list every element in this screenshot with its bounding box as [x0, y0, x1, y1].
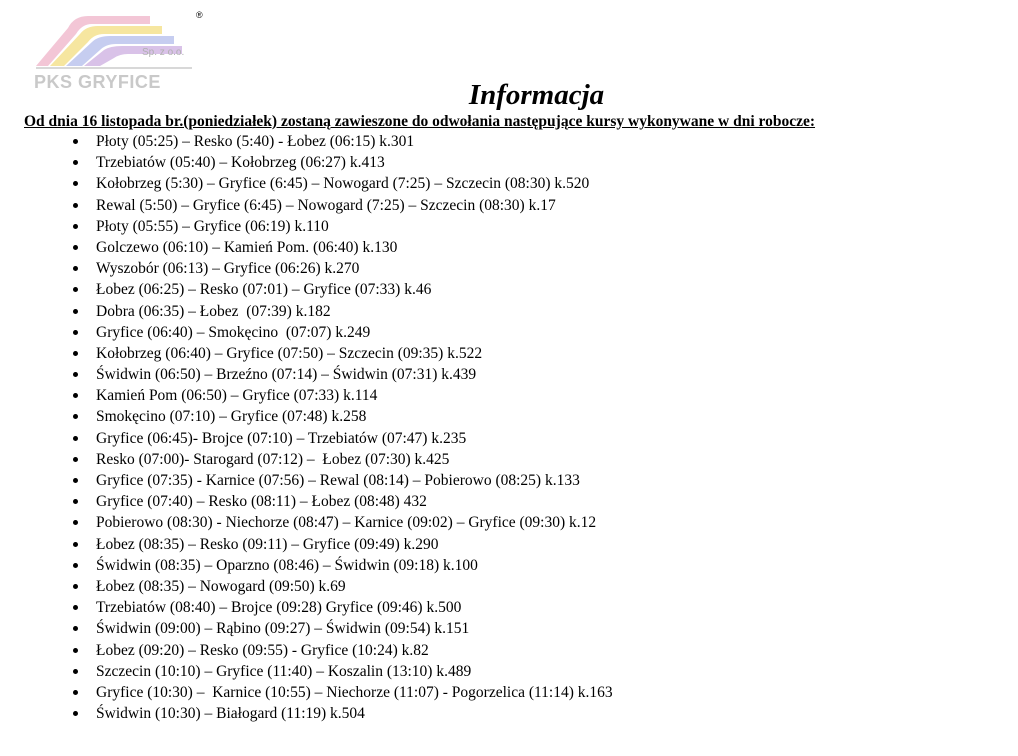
route-item: Łobez (08:35) – Resko (09:11) – Gryfice (09:49) k.290 — [0, 534, 613, 555]
announcement-intro: Od dnia 16 listopada br.(poniedziałek) zostaną zawieszone do odwołania następujące kursy wykonywane w dni robocze: — [24, 113, 816, 130]
route-item: Gryfice (07:35) - Karnice (07:56) – Rewal (08:14) – Pobierowo (08:25) k.133 — [0, 470, 613, 491]
route-item: Resko (07:00)- Starogard (07:12) – Łobez (07:30) k.425 — [0, 449, 613, 470]
logo-company-name: PKS GRYFICE — [34, 72, 161, 92]
route-item: Dobra (06:35) – Łobez (07:39) k.182 — [0, 301, 613, 322]
route-item: Rewal (5:50) – Gryfice (6:45) – Nowogard (7:25) – Szczecin (08:30) k.17 — [0, 195, 613, 216]
route-item: Gryfice (07:40) – Resko (08:11) – Łobez (08:48) 432 — [0, 491, 613, 512]
route-item: Trzebiatów (05:40) – Kołobrzeg (06:27) k.413 — [0, 152, 613, 173]
route-item: Świdwin (09:00) – Rąbino (09:27) – Świdwin (09:54) k.151 — [0, 618, 613, 639]
route-item: Gryfice (06:45)- Brojce (07:10) – Trzebiatów (07:47) k.235 — [0, 428, 613, 449]
route-item: Kamień Pom (06:50) – Gryfice (07:33) k.114 — [0, 385, 613, 406]
route-item: Wyszobór (06:13) – Gryfice (06:26) k.270 — [0, 258, 613, 279]
route-item: Świdwin (08:35) – Oparzno (08:46) – Świdwin (09:18) k.100 — [0, 555, 613, 576]
registered-mark-icon: ® — [196, 10, 203, 20]
route-item: Łobez (08:35) – Nowogard (09:50) k.69 — [0, 576, 613, 597]
route-item: Golczewo (06:10) – Kamień Pom. (06:40) k.130 — [0, 237, 613, 258]
route-item: Smokęcino (07:10) – Gryfice (07:48) k.258 — [0, 406, 613, 427]
route-item: Gryfice (10:30) – Karnice (10:55) – Niechorze (11:07) - Pogorzelica (11:14) k.163 — [0, 682, 613, 703]
route-item: Szczecin (10:10) – Gryfice (11:40) – Koszalin (13:10) k.489 — [0, 661, 613, 682]
route-item: Płoty (05:55) – Gryfice (06:19) k.110 — [0, 216, 613, 237]
route-item: Płoty (05:25) – Resko (5:40) - Łobez (06:15) k.301 — [0, 131, 613, 152]
route-item: Gryfice (06:40) – Smokęcino (07:07) k.249 — [0, 322, 613, 343]
route-item: Świdwin (06:50) – Brzeźno (07:14) – Świdwin (07:31) k.439 — [0, 364, 613, 385]
route-item: Trzebiatów (08:40) – Brojce (09:28) Gryfice (09:46) k.500 — [0, 597, 613, 618]
suspended-routes-list — [0, 131, 613, 724]
logo-legal-form: Sp. z o.o. — [142, 47, 185, 58]
page-title: Informacja — [468, 79, 605, 111]
route-item: Kołobrzeg (5:30) – Gryfice (6:45) – Nowogard (7:25) – Szczecin (08:30) k.520 — [0, 173, 613, 194]
route-item: Łobez (06:25) – Resko (07:01) – Gryfice (07:33) k.46 — [0, 279, 613, 300]
route-item: Pobierowo (08:30) - Niechorze (08:47) – Karnice (09:02) – Gryfice (09:30) k.12 — [0, 512, 613, 533]
route-item: Łobez (09:20) – Resko (09:55) - Gryfice (10:24) k.82 — [0, 640, 613, 661]
route-item: Kołobrzeg (06:40) – Gryfice (07:50) – Szczecin (09:35) k.522 — [0, 343, 613, 364]
route-item: Świdwin (10:30) – Białogard (11:19) k.504 — [0, 703, 613, 724]
